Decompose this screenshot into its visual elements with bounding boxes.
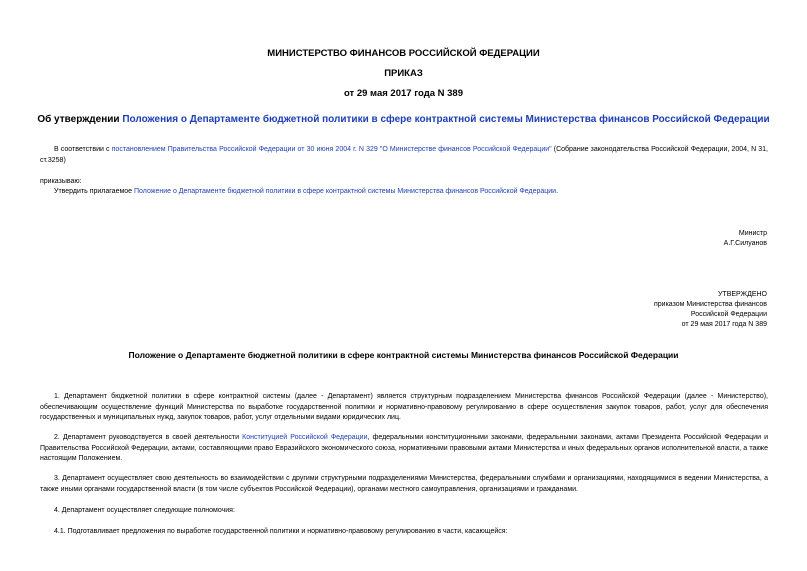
approved-label: УТВЕРЖДЕНО xyxy=(717,291,767,298)
approve-suffix: . xyxy=(556,188,559,195)
section-title: Положение о Департаменте бюджетной политики в сфере контрактной системы Министерства финансов Российской Федерации xyxy=(128,350,679,360)
preamble-suffix: (Собрание законодательства Российской Федерации, 2004, N 31, ст.3258) xyxy=(40,146,768,164)
doc-date-number: от 29 мая 2017 года N 389 xyxy=(343,88,464,99)
title-prefix: Об утверждении xyxy=(37,114,123,125)
signature-name: А.Г.Силуанов xyxy=(723,240,767,247)
approved-date: от 29 мая 2017 года N 389 xyxy=(681,321,767,328)
title-link[interactable]: Положения о Департаменте бюджетной политики в сфере контрактной системы Министерства финансов Российской Федерации xyxy=(122,114,770,125)
preamble-prefix: В соответствии с xyxy=(54,146,112,153)
order-word: приказываю: xyxy=(40,178,82,185)
ministry-heading: МИНИСТЕРСТВО ФИНАНСОВ РОССИЙСКОЙ ФЕДЕРАЦИИ xyxy=(267,48,540,59)
preamble-paragraph xyxy=(40,145,768,166)
paragraph-4: 4. Департамент осуществляет следующие полномочия: xyxy=(54,507,235,514)
document-title xyxy=(0,114,807,125)
constitution-link[interactable]: Конституцией Российской Федерации xyxy=(242,434,368,441)
paragraph-4-1: 4.1. Подготавливает предложения по выработке государственной политики и нормативно-правовому регулированию в части, касающейся: xyxy=(54,528,508,535)
paragraph-3: 3. Департамент осуществляет свою деятельность во взаимодействии с другими структурными подразделениями Министерства, федеральными службами и организациями, находящимися в ведении Министерства, а также иными органами государственной власти (в том числе субъектов Российской Федерации), органами местного самоуправления, организациями и гражданами. xyxy=(40,475,768,493)
paragraph-2 xyxy=(40,433,768,465)
signature-role: Министр xyxy=(738,230,767,237)
regulation-link[interactable]: Положение о Департаменте бюджетной политики в сфере контрактной системы Министерства финансов Российской Федерации xyxy=(134,188,557,195)
doc-type-heading: ПРИКАЗ xyxy=(384,68,423,79)
approved-by-order: приказом Министерства финансов xyxy=(653,301,767,308)
approve-paragraph xyxy=(54,187,558,197)
government-decree-link[interactable]: постановлением Правительства Российской Федерации от 30 июня 2004 г. N 329 "О Министерстве финансов Российской Федерации" xyxy=(111,146,552,153)
approved-federation: Российской Федерации xyxy=(690,311,767,318)
p2-prefix: 2. Департамент руководствуется в своей деятельности xyxy=(54,434,243,441)
p2-suffix: , федеральными конституционными законами, федеральными законами, актами Президента Российской Федерации и Правительства Российской Федерации, актами, составляющими право Евразийского экономического союза, нормативными правовыми актами Министерства и иных федеральных органов исполнительной власти, а также настоящим Положением. xyxy=(40,434,768,462)
approve-prefix: Утвердить прилагаемое xyxy=(54,188,135,195)
paragraph-1: 1. Департамент бюджетной политики в сфере контрактной системы (далее - Департамент) является структурным подразделением Министерства финансов Российской Федерации (далее - Министерство), обеспечивающим осуществление функций Министерства по выработке государственной политики и нормативно-правовому регулированию в сфере осуществления закупок товаров, работ, услуг для обеспечения государственных и муниципальных нужд, закупок товаров, работ, услуг отдельными видами юридических лиц. xyxy=(40,393,768,421)
